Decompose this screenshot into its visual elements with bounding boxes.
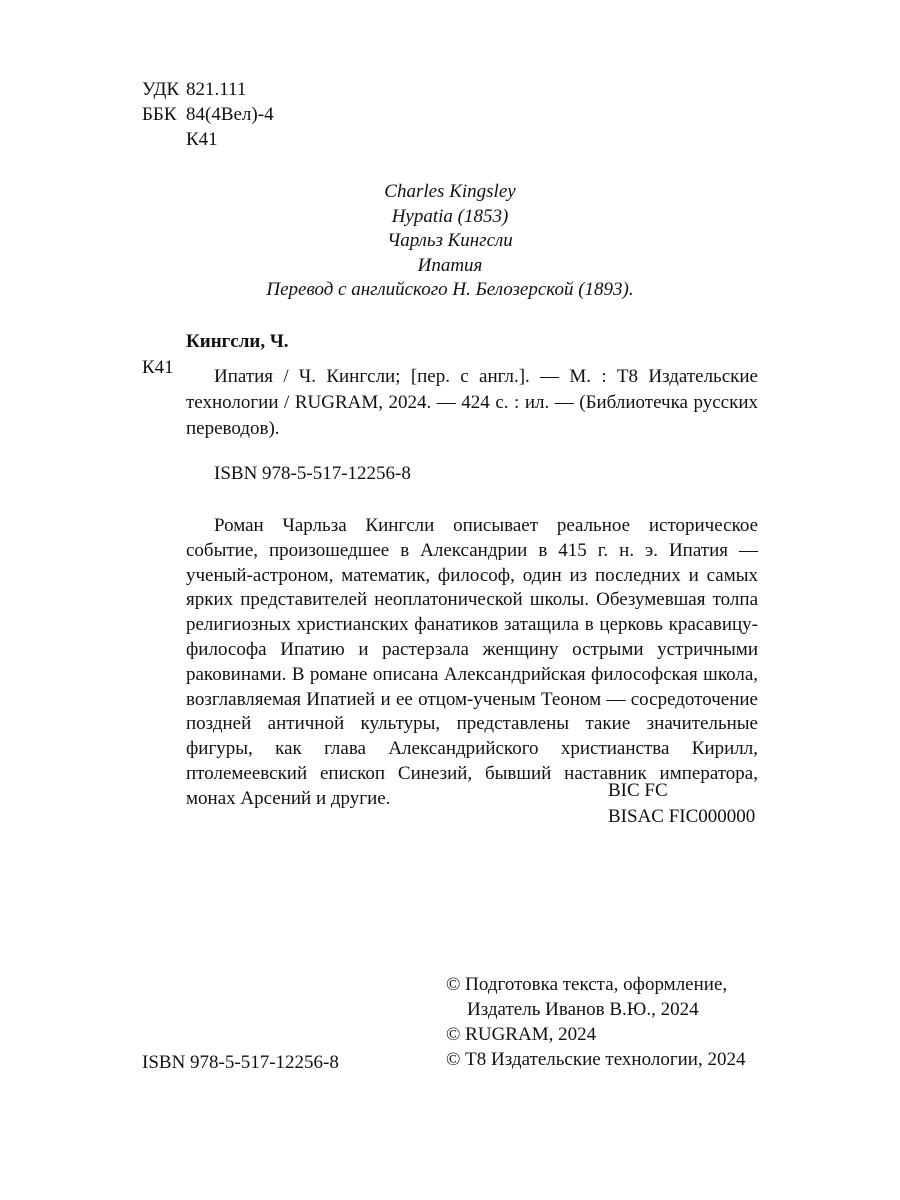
copyright-line-2: © RUGRAM, 2024 [446, 1024, 597, 1045]
copyright-line-3: © Т8 Издательские технологии, 2024 [446, 1049, 746, 1070]
udk-label: УДК [142, 79, 180, 100]
bbk-label: ББК [142, 104, 177, 125]
bottom-isbn: ISBN 978-5-517-12256-8 [142, 1052, 339, 1073]
copyright-line-1: © Подготовка текста, оформление, [446, 974, 728, 995]
original-title-block [140, 180, 760, 303]
bbk-value: 84(4Вел)-4 [186, 104, 274, 125]
udk-value: 821.111 [186, 79, 247, 100]
entry-description-text: Ипатия / Ч. Кингсли; [пер. с англ.]. — М. : Т8 Издательские технологии / RUGRAM, 2024. — 424 с. : ил. — (Библиотечка русских переводов). [186, 366, 758, 439]
entry-description [186, 364, 758, 442]
bisac-code: BISAC FIC000000 [608, 806, 756, 827]
russian-author: Чарльз Кингсли [387, 230, 513, 251]
copyright-line-1-cont: Издатель Иванов В.Ю., 2024 [467, 999, 699, 1020]
entry-isbn: ISBN 978-5-517-12256-8 [214, 463, 411, 484]
annotation: Роман Чарльза Кингсли описывает реальное историческое событие, произошедшее в Александрии в 415 г. н. э. Ипатия — ученый-астроном, математик, философ, один из последних и самых ярких представителей неоплатонической школы. Обезумевшая толпа религиозных христианских фанатиков затащила в церковь красавицу-философа Ипатию и растерзала женщину острыми устричными раковинами. В романе описана Александрийская философская школа, возглавляемая Ипатией и ее отцом-ученым Теоном — сосредоточение поздней античной культуры, представлены такие значительные фигуры, как глава Александрийского христианства Кирилл, птолемеевский епископ Синезий, бывший наставник императора, монах Арсений и другие. [186, 515, 758, 809]
bic-code: BIC FC [608, 780, 668, 801]
original-author: Charles Kingsley [384, 181, 516, 202]
russian-title: Ипатия [417, 254, 483, 276]
entry-sign: К41 [142, 357, 174, 378]
entry-heading: Кингсли, Ч. [186, 331, 289, 352]
original-title: Hypatia (1853) [391, 205, 509, 227]
author-sign-top: К41 [186, 129, 218, 150]
copyright-block [446, 972, 745, 1072]
translation-note: Перевод с английского Н. Белозерской (1893). [266, 279, 634, 300]
